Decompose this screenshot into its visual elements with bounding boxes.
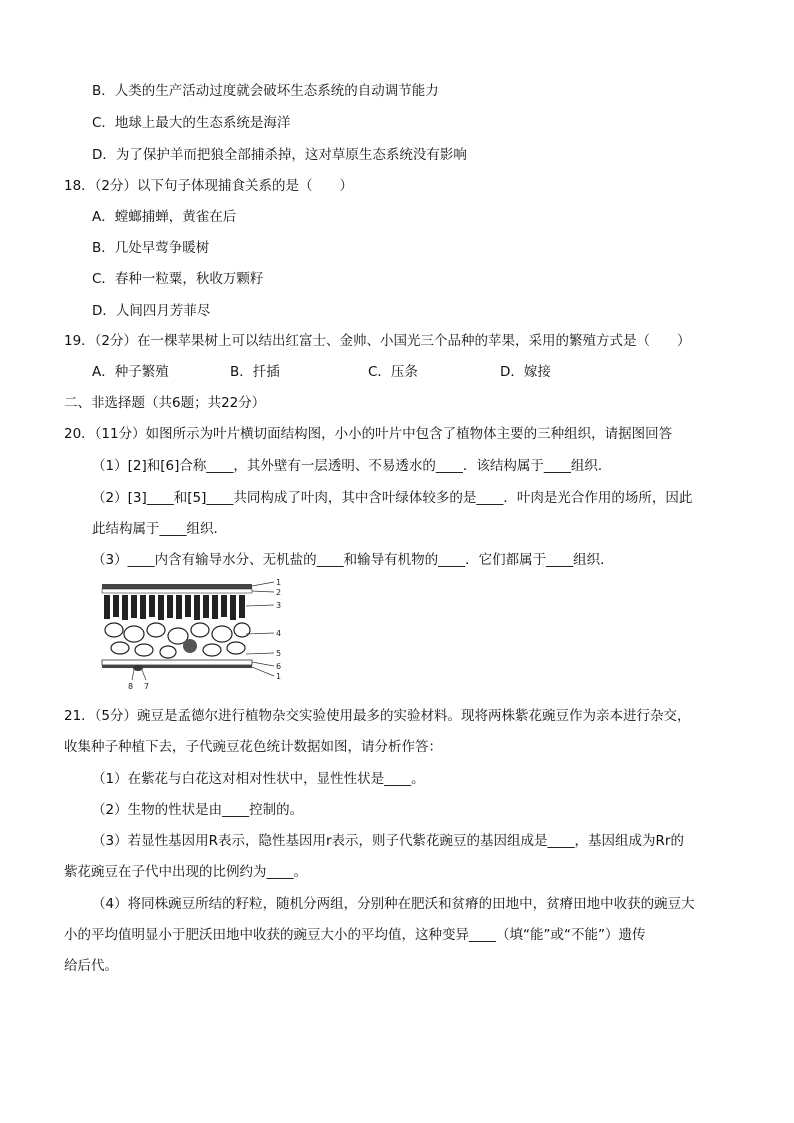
question-21-sub-1: （1）在紫花与白花这对相对性状中，显性性状是____。: [92, 771, 425, 787]
question-21-stem-a: 21．（5分）豌豆是孟德尔进行植物杂交实验使用最多的实验材料。现将两株紫花豌豆作为亲本进行杂交，: [64, 708, 691, 724]
figure-label-6: 6: [276, 662, 282, 671]
question-18-option-a: A．螳螂捕蝉，黄雀在后: [92, 209, 237, 225]
question-20-sub-3: （3）____内含有输导水分、无机盐的____和输导有机物的____．它们都属于____组织．: [92, 552, 614, 568]
figure-label-7: 7: [144, 682, 150, 691]
question-20-stem: 20．（11分）如图所示为叶片横切面结构图，小小的叶片中包含了植物体主要的三种组织，请据图回答: [64, 426, 673, 442]
question-21-sub-4b: 小的平均值明显小于肥沃田地中收获的豌豆大小的平均值，这种变异____（填“能”或“不能”）遗传: [64, 927, 646, 943]
question-18-option-b: B．几处早莺争暖树: [92, 240, 210, 256]
question-21-sub-2: （2）生物的性状是由____控制的。: [92, 802, 304, 818]
question-19-option-d: D．嫁接: [500, 364, 551, 380]
figure-label-2: 2: [276, 588, 282, 597]
question-21-sub-4c: 给后代。: [64, 958, 118, 974]
question-21-stem-b: 收集种子种植下去，子代豌豆花色统计数据如图，请分析作答：: [64, 739, 442, 755]
question-20-sub-2a: （2）[3]____和[5]____共同构成了叶肉，其中含叶绿体较多的是____．叶肉是光合作用的场所，因此: [92, 490, 693, 506]
question-18-stem: 18．（2分）以下句子体现捕食关系的是（ ）: [64, 178, 354, 194]
section-2-heading: 二、非选择题（共6题；共22分）: [64, 395, 266, 411]
figure-label-1-top: 1: [276, 578, 282, 587]
question-18-option-d: D．人间四月芳菲尽: [92, 303, 211, 319]
question-21-sub-3a: （3）若显性基因用R表示，隐性基因用r表示，则子代紫花豌豆的基因组成是____，基因组成为Rr的: [92, 833, 684, 849]
figure-label-3: 3: [276, 601, 282, 610]
question-21-sub-3b: 紫花豌豆在子代中出现的比例约为____。: [64, 864, 307, 880]
question-19-stem: 19．（2分）在一棵苹果树上可以结出红富士、金帅、小国光三个品种的苹果，采用的繁殖方式是（ ）: [64, 333, 691, 349]
question-17-option-c: C．地球上最大的生态系统是海洋: [92, 115, 291, 131]
question-19-option-c: C．压条: [368, 364, 418, 380]
question-19-option-a: A．种子繁殖: [92, 364, 169, 380]
question-20-sub-1: （1）[2]和[6]合称____，其外壁有一层透明、不易透水的____．该结构属于____组织．: [92, 458, 612, 474]
question-20-sub-2b: 此结构属于____组织．: [92, 521, 227, 537]
figure-label-4: 4: [276, 629, 282, 638]
figure-label-5: 5: [276, 649, 282, 658]
question-17-option-b: B．人类的生产活动过度就会破坏生态系统的自动调节能力: [92, 83, 439, 99]
figure-label-8: 8: [128, 682, 134, 691]
question-17-option-d: D．为了保护羊而把狼全部捕杀掉，这对草原生态系统没有影响: [92, 147, 467, 163]
leaf-cross-section-figure: [96, 576, 296, 692]
question-21-sub-4a: （4）将同株豌豆所结的籽粒，随机分两组，分别种在肥沃和贫瘠的田地中，贫瘠田地中收获的豌豆大: [92, 896, 695, 912]
figure-label-1-bottom: 1: [276, 672, 282, 681]
question-19-option-b: B．扦插: [230, 364, 280, 380]
question-18-option-c: C．春种一粒粟，秋收万颗籽: [92, 271, 264, 287]
